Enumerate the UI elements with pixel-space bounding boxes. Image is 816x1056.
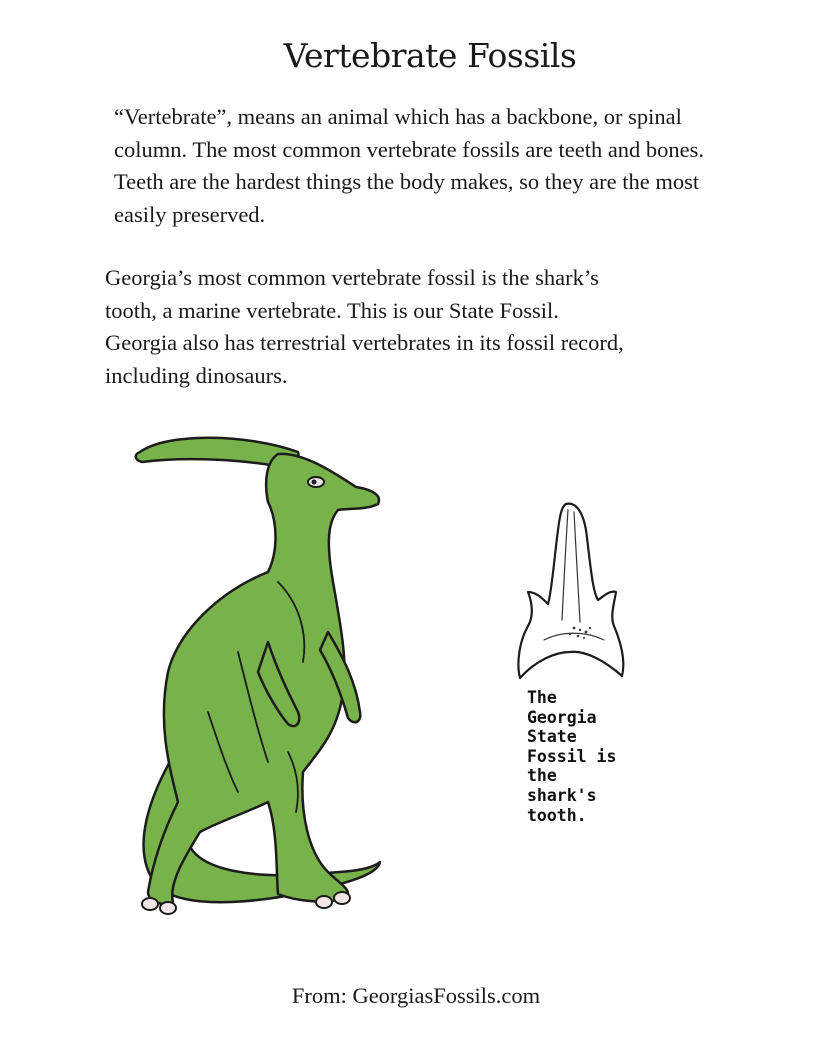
dinosaur-toe	[142, 898, 158, 910]
shark-tooth-illustration	[514, 500, 632, 682]
source-footer: From: GeorgiasFossils.com	[291, 983, 541, 1008]
dinosaur-illustration	[128, 432, 388, 920]
tooth-caption: The Georgia State Fossil is the shark's tooth.	[527, 688, 617, 825]
georgia-paragraph: Georgia’s most common vertebrate fossil is the shark’s tooth, a marine vertebrate. This is our State Fossil. Georgia also has terrestrial vertebrates in its fossil record, including dinosaurs.	[105, 265, 624, 388]
shark-tooth-outline	[518, 504, 623, 678]
intro-paragraph: “Vertebrate”, means an animal which has a backbone, or spinal column. The most common vertebrate fossils are teeth and bones. Teeth are the hardest things the body makes, so they are the most easily preserved.	[114, 104, 705, 227]
page-title: Vertebrate Fossils	[283, 36, 577, 75]
